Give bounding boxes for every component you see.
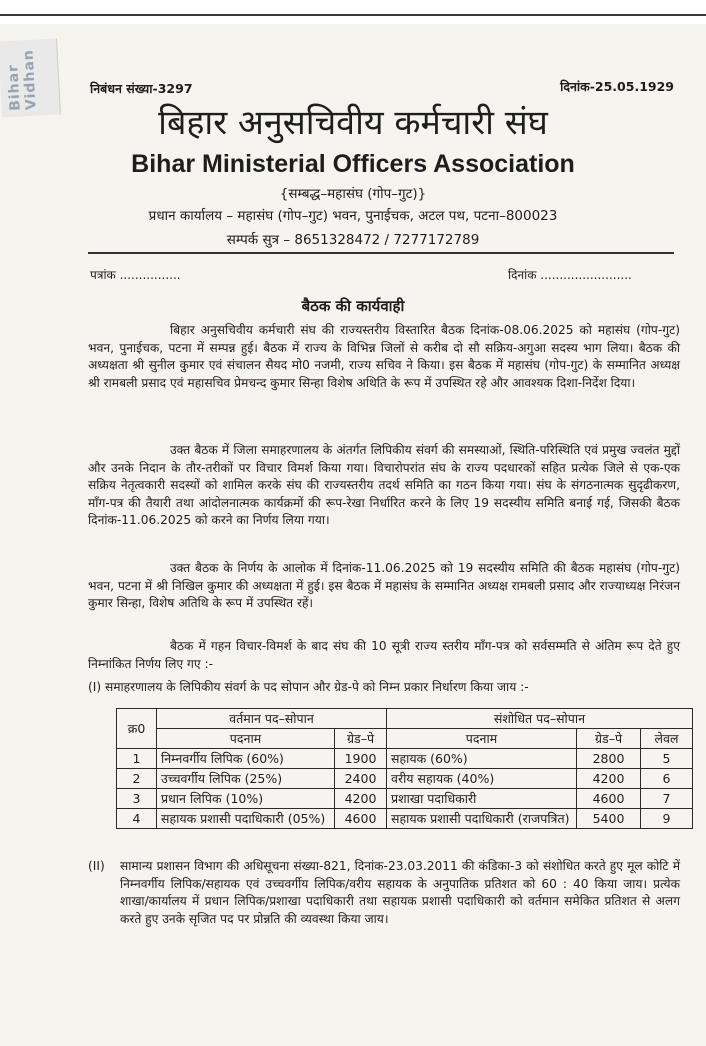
paragraph-text: बैठक में गहन विचार-विमर्श के बाद संघ की 10 सूत्री राज्य स्तरीय माँग-पत्र को सर्वसम्मति से अंतिम रूप देते हुए निम्नांकित निर्णय लिए गए :- (88, 639, 680, 671)
level-header: लेवल (641, 729, 693, 749)
established-date: दिनांक-25.05.1929 (560, 79, 674, 94)
revised-post-cell: प्रशाखा पदाधिकारी (387, 789, 577, 809)
paragraph-text: उक्त बैठक के निर्णय के आलोक में दिनांक-11.06.2025 को 19 सदस्यीय समिति की बैठक महासंघ (गोप-गुट) भवन, पटना में श्री निखिल कुमार की अध्यक्षता में हुई। इस बैठक में महासंघ के सम्मानित अध्यक्ष रामबली प्रसाद और राज्याध्यक्ष निरंजन कुमार सिन्हा, विशेष अतिथि के रूप में उपस्थित रहें। (88, 561, 680, 611)
revised-grade-header: ग्रेड–पे (577, 729, 641, 749)
paragraph-text: बिहार अनुसचिवीय कर्मचारी संघ की राज्यस्तरीय विस्तारित बैठक दिनांक-08.06.2025 को महासंघ (गोप-गुट) भवन, पुनाईचक, पटना में सम्पन्न हुई। बैठक में राज्य के विभिन्न जिलों से करीब दो सौ सक्रिय-अगुआ सदस्य भाग लिया। बैठक की अध्यक्षता श्री सुनील कुमार एवं संचालन सैयद मो0 नजमी, राज्य सचिव ने किया। इस बैठक में महासंघ (गोप-गुट) के सम्मानित अध्यक्ष श्री रामबली प्रसाद एवं महासचिव प्रेमचन्द कुमार सिन्हा विशेष अथिति के रूप में उपस्थित रहे और आवश्यक दिशा-निर्देश दिया। (88, 323, 680, 390)
current-grade-cell: 4600 (335, 809, 387, 829)
current-scale-header: वर्तमान पद–सोपान (157, 709, 387, 729)
current-post-cell: उच्चवर्गीय लिपिक (25%) (157, 769, 335, 789)
date-field: दिनांक ........................ (508, 268, 632, 282)
affiliation: {सम्बद्ध–महासंघ (गोप–गुट)} (279, 186, 427, 202)
current-grade-cell: 2400 (335, 769, 387, 789)
grade-header: ग्रेड–पे (335, 729, 387, 749)
revised-scale-header: संशोधित पद–सोपान (387, 709, 693, 729)
current-post-cell: निम्नवर्गीय लिपिक (60%) (157, 749, 335, 769)
revised-post-cell: सहायक प्रशासी पदाधिकारी (राजपत्रित) (387, 809, 577, 829)
table-row (117, 749, 693, 769)
table-row (117, 809, 693, 829)
table-header-row (117, 709, 693, 729)
current-grade-cell: 4200 (335, 789, 387, 809)
table-row (117, 789, 693, 809)
revised-grade-cell: 5400 (577, 809, 641, 829)
level-cell: 6 (641, 769, 693, 789)
serial-cell: 4 (117, 809, 157, 829)
table-row (117, 769, 693, 789)
level-cell: 5 (641, 749, 693, 769)
letterhead-divider (88, 252, 674, 254)
post-header: पदनाम (157, 729, 335, 749)
decision-item-1: (I) समाहरणालय के लिपिकीय संवर्ग के पद सोपान और ग्रेड-पे को निम्न प्रकार निर्धारण किया जाय :- (88, 680, 529, 694)
revised-post-header: पदनाम (387, 729, 577, 749)
paragraph-2 (88, 442, 680, 530)
level-cell: 7 (641, 789, 693, 809)
current-post-cell: प्रधान लिपिक (10%) (157, 789, 335, 809)
stamp-text: Bihar Vidhan (5, 48, 40, 112)
org-title-english: Bihar Ministerial Officers Association (131, 150, 575, 178)
revised-grade-cell: 2800 (577, 749, 641, 769)
revised-grade-cell: 4600 (577, 789, 641, 809)
serial-cell: 3 (117, 789, 157, 809)
revised-grade-cell: 4200 (577, 769, 641, 789)
office-address: प्रधान कार्यालय – महासंघ (गोप–गुट) भवन, पुनाईचक, अटल पथ, पटना–800023 (148, 208, 558, 224)
reference-number-field: पत्रांक ................ (90, 268, 181, 282)
current-grade-cell: 1900 (335, 749, 387, 769)
serial-cell: 2 (117, 769, 157, 789)
item-number: (II) (88, 859, 105, 873)
paragraph-1 (88, 322, 680, 392)
registration-number: निबंधन संख्या-3297 (90, 81, 193, 96)
table-subheader-row (117, 729, 693, 749)
paragraph-4 (88, 638, 680, 673)
document-heading: बैठक की कार्यवाही (301, 297, 405, 315)
top-border-line (0, 14, 706, 16)
org-title-hindi: बिहार अनुसचिवीय कर्मचारी संघ (158, 103, 548, 143)
contact-numbers: सम्पर्क सुत्र – 8651328472 / 7277172789 (226, 232, 480, 248)
serial-header: क्र0 (117, 709, 157, 749)
revised-post-cell: वरीय सहायक (40%) (387, 769, 577, 789)
serial-cell: 1 (117, 749, 157, 769)
paragraph-text: उक्त बैठक में जिला समाहरणालय के अंतर्गत लिपिकीय संवर्ग की समस्याओं, स्थिति-परिस्थिति एवं प्रमुख ज्वलंत मुद्दों और उनके निदान के तौर-तरीकों पर विचार विमर्श किया गया। विचारोपरांत संघ के राज्य पदधारकों सहित प्रत्येक जिले से एक-एक सक्रिय नेतृत्वकारी सदस्यों को शामिल करके संघ की राज्यस्तरीय तदर्थ समिति का गठन किया गया। संघ के संगठनात्मक सुदृढीकरण, माँग-पत्र की तैयारी तथा आंदोलनात्मक कार्यक्रमों की रूप-रेखा निर्धारित करने के लिए 19 सदस्यीय समिति बनाई गई, जिसकी बैठक दिनांक-11.06.2025 को करने का निर्णय लिया गया। (88, 443, 680, 528)
revised-post-cell: सहायक (60%) (387, 749, 577, 769)
item-text: सामान्य प्रशासन विभाग की अधिसूचना संख्या-821, दिनांक-23.03.2011 की कंडिका-3 को संशोधित करते हुए मूल कोटि में निम्नवर्गीय लिपिक/सहायक एवं उच्चवर्गीय लिपिक/वरीय सहायक के अनुपातिक प्रतिशत को 60 : 40 किया जाय। प्रत्येक शाखा/कार्यालय में प्रधान लिपिक/प्रशाखा पदाधिकारी तथा सहायक प्रशासी पदाधिकारी को वर्तमान समेकित प्रतिशत से अलग करते हुए उनके सृजित पद पर प्रोन्नति की व्यवस्था किया जाय। (120, 859, 680, 926)
level-cell: 9 (641, 809, 693, 829)
paragraph-3 (88, 560, 680, 613)
grade-pay-table (116, 708, 693, 829)
current-post-cell: सहायक प्रशासी पदाधिकारी (05%) (157, 809, 335, 829)
